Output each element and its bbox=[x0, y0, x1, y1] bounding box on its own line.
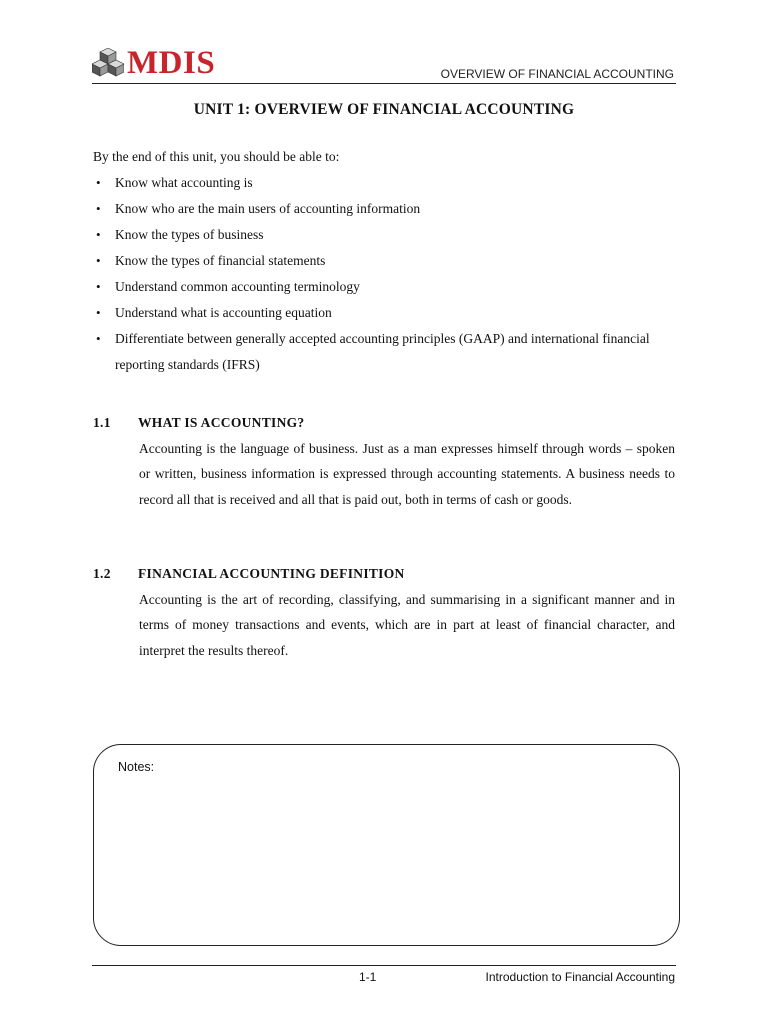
page-number: 1-1 bbox=[359, 970, 377, 984]
section-heading-1-2 bbox=[93, 566, 405, 582]
section-body-1-2: Accounting is the art of recording, classifying, and summarising in a significant manner and in terms of money transactions and events, which are in part at least of financial character, and interpret the results thereof. bbox=[139, 592, 675, 658]
bullet-icon: • bbox=[96, 175, 101, 190]
notes-label: Notes: bbox=[118, 760, 155, 774]
section-title: WHAT IS ACCOUNTING? bbox=[138, 415, 305, 430]
objective-text: Know the types of business bbox=[115, 227, 264, 242]
objective-text: Know what accounting is bbox=[115, 175, 253, 190]
section-number: 1.2 bbox=[93, 566, 111, 581]
objective-item bbox=[93, 300, 683, 326]
bullet-icon: • bbox=[96, 227, 101, 242]
running-header-title: OVERVIEW OF FINANCIAL ACCOUNTING bbox=[440, 67, 674, 81]
bullet-icon: • bbox=[96, 279, 101, 294]
section-heading-1-1 bbox=[93, 415, 304, 431]
bullet-icon: • bbox=[96, 201, 101, 216]
objective-item bbox=[93, 196, 683, 222]
mdis-logo bbox=[92, 46, 215, 80]
objective-item bbox=[93, 222, 683, 248]
objective-item bbox=[93, 248, 683, 274]
bullet-icon: • bbox=[96, 253, 101, 268]
running-footer-title: Introduction to Financial Accounting bbox=[485, 970, 675, 984]
header-divider bbox=[92, 83, 676, 84]
objective-item bbox=[93, 274, 683, 300]
bullet-icon: • bbox=[96, 331, 101, 346]
objectives-list bbox=[93, 170, 683, 378]
objective-text: Know who are the main users of accounting information bbox=[115, 201, 421, 216]
objective-text: Understand what is accounting equation bbox=[115, 305, 332, 320]
objective-text: Know the types of financial statements bbox=[115, 253, 326, 268]
section-title: FINANCIAL ACCOUNTING DEFINITION bbox=[138, 566, 405, 581]
objective-text: Understand common accounting terminology bbox=[115, 279, 360, 294]
section-number: 1.1 bbox=[93, 415, 111, 430]
bullet-icon: • bbox=[96, 305, 101, 320]
objectives-intro: By the end of this unit, you should be able to: bbox=[93, 149, 340, 164]
objective-item bbox=[93, 170, 683, 196]
objective-item bbox=[93, 326, 683, 378]
section-body-1-1: Accounting is the language of business. Just as a man expresses himself through words – spoken or written, business information is expressed through accounting statements. A business needs to record all that is received and all that is paid out, both in terms of cash or goods. bbox=[139, 441, 675, 507]
footer-divider bbox=[92, 965, 676, 966]
unit-title: UNIT 1: OVERVIEW OF FINANCIAL ACCOUNTING bbox=[193, 101, 575, 118]
notes-box bbox=[93, 744, 680, 946]
logo-wordmark: MDIS bbox=[127, 44, 216, 81]
cube-stack-icon bbox=[92, 48, 124, 78]
objective-text: Differentiate between generally accepted accounting principles (GAAP) and international financial reporting standards (IFRS) bbox=[115, 331, 650, 372]
